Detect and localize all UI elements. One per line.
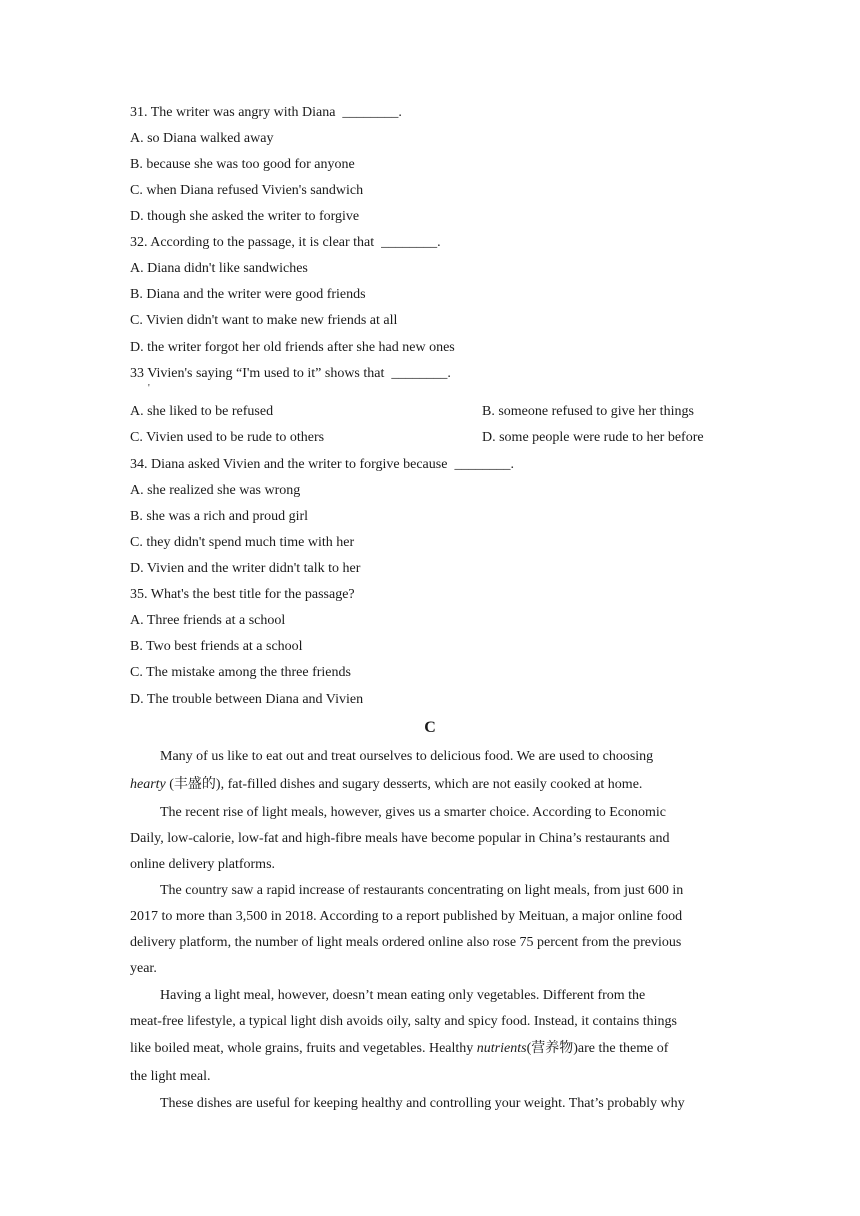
option-32a: A. Diana didn't like sandwiches [130,261,308,276]
option-32c: C. Vivien didn't want to make new friends at all [130,313,398,328]
passage-line: delivery platform, the number of light meals ordered online also rose 75 percent from the previous [130,935,682,950]
question-32-stem: 32. According to the passage, it is clear that [130,235,375,250]
answer-blank: ________ [342,105,399,120]
option-35b: B. Two best friends at a school [130,639,303,654]
italic-term: nutrients [476,1041,527,1056]
question-31-stem: 31. The writer was angry with Diana [130,105,336,120]
italic-term: hearty [130,777,166,792]
option-35c: C. The mistake among the three friends [130,665,351,680]
option-31a: A. so Diana walked away [130,131,274,146]
passage-line: The country saw a rapid increase of restaurants concentrating on light meals, from just 600 in [160,883,684,898]
passage-line: 2017 to more than 3,500 in 2018. According to a report published by Meituan, a major online food [130,909,683,924]
passage-line: These dishes are useful for keeping healthy and controlling your weight. That’s probably why [160,1096,685,1111]
question-31: 31. The writer was angry with Diana ________. [130,105,402,120]
answer-blank: ________ [381,235,438,250]
answer-blank: ________ [454,457,511,472]
passage-line: year. [130,961,157,976]
option-33c: C. Vivien used to be rude to others [130,430,325,445]
question-32: 32. According to the passage, it is clear that ________. [130,235,441,250]
option-35a: A. Three friends at a school [130,613,286,628]
option-33d: D. some people were rude to her before [482,430,704,445]
option-33a: A. she liked to be refused [130,404,274,419]
option-34a: A. she realized she was wrong [130,483,301,498]
section-heading: C [424,719,436,736]
passage-line: like boiled meat, whole grains, fruits and vegetables. Healthy nutrients(营养物)are the theme of [130,1041,669,1056]
option-32d: D. the writer forgot her old friends after she had new ones [130,340,455,355]
question-34-stem: 34. Diana asked Vivien and the writer to forgive because [130,457,448,472]
passage-line: meat-free lifestyle, a typical light dish avoids oily, salty and spicy food. Instead, it contains things [130,1014,677,1029]
option-31b: B. because she was too good for anyone [130,157,355,172]
stray-mark: ' [148,383,150,394]
question-34: 34. Diana asked Vivien and the writer to forgive because ________. [130,457,514,472]
passage-line: online delivery platforms. [130,857,276,872]
passage-line: Having a light meal, however, doesn’t mean eating only vegetables. Different from the [160,988,646,1003]
option-31d: D. though she asked the writer to forgive [130,209,360,224]
question-33-stem: 33 Vivien's saying “I'm used to it” shows that [130,366,385,381]
option-33b: B. someone refused to give her things [482,404,694,419]
question-33: 33 Vivien's saying “I'm used to it” shows that ________. [130,366,451,381]
question-35-stem: 35. What's the best title for the passage? [130,587,355,602]
option-34c: C. they didn't spend much time with her [130,535,355,550]
passage-line: Many of us like to eat out and treat ourselves to delicious food. We are used to choosing [160,749,654,764]
passage-line: hearty (丰盛的), fat-filled dishes and sugary desserts, which are not easily cooked at home. [130,777,643,792]
answer-blank: ________ [391,366,448,381]
option-35d: D. The trouble between Diana and Vivien [130,692,364,707]
option-32b: B. Diana and the writer were good friends [130,287,366,302]
option-31c: C. when Diana refused Vivien's sandwich [130,183,364,198]
passage-line: Daily, low-calorie, low-fat and high-fibre meals have become popular in China’s restaurants and [130,831,670,846]
option-34d: D. Vivien and the writer didn't talk to her [130,561,361,576]
option-34b: B. she was a rich and proud girl [130,509,309,524]
passage-line: the light meal. [130,1069,211,1084]
passage-line: The recent rise of light meals, however, gives us a smarter choice. According to Economic [160,805,666,820]
